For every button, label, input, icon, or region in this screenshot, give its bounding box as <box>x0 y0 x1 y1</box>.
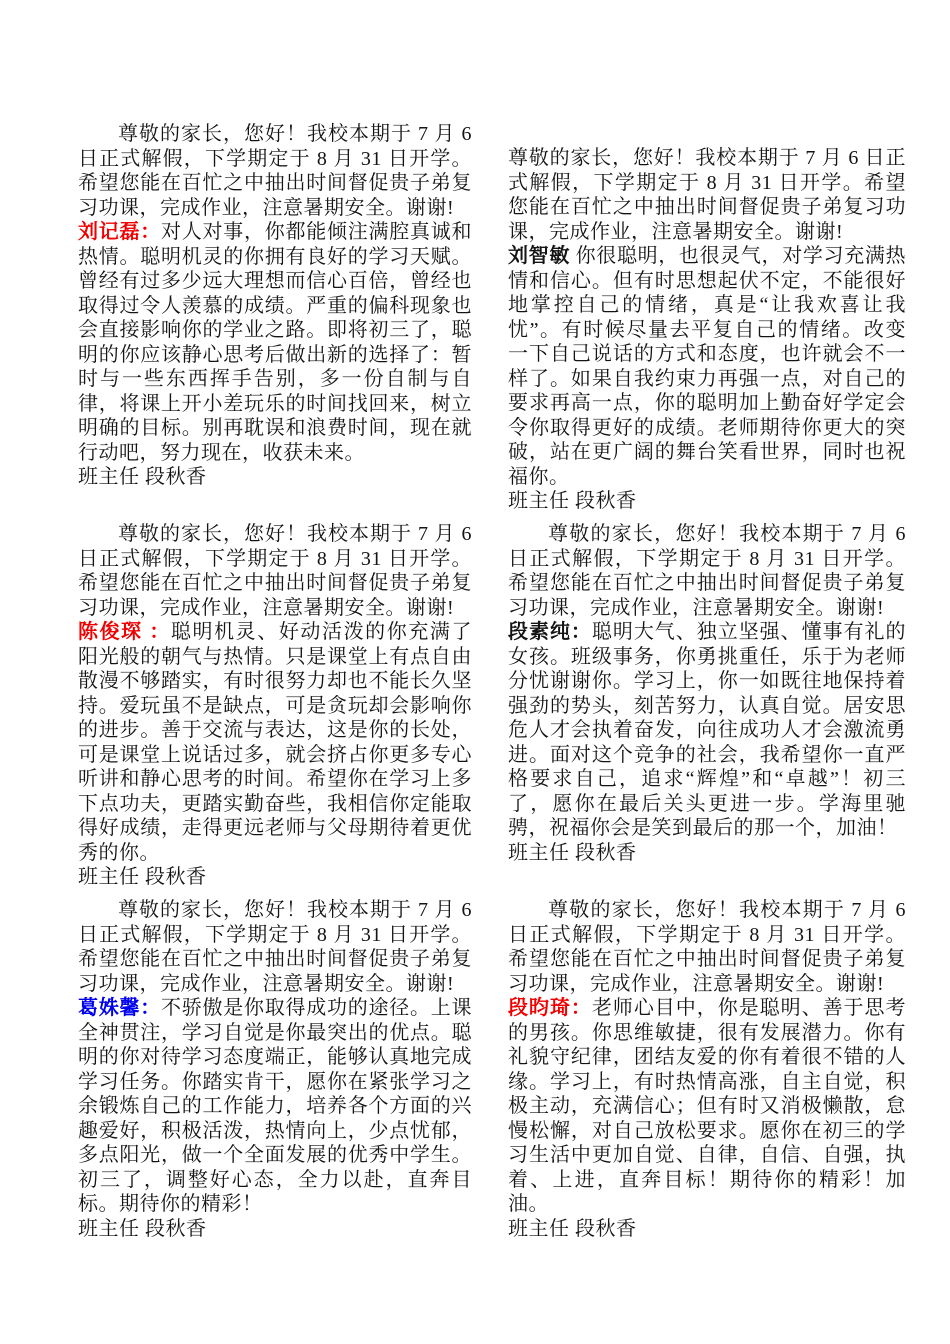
teacher-signature: 班主任 段秋香 <box>78 866 207 888</box>
student-name: 葛姝馨： <box>78 997 161 1019</box>
note-duan-yunqi <box>508 898 906 1241</box>
note-ge-shuxin <box>78 898 472 1241</box>
note-liu-jilei <box>78 122 472 490</box>
note-liu-zhimin <box>508 146 906 514</box>
comment-paragraph <box>78 996 472 1217</box>
teacher-signature: 班主任 段秋香 <box>508 490 637 512</box>
student-name: 段昀琦： <box>508 997 592 1019</box>
comment-text: 不骄傲是你取得成功的途径。上课全神贯注，学习自觉是你最突出的优点。聪明的你对待学习态度端正，能够认真地完成学习任务。你踏实肯干，愿你在紧张学习之余锻炼自己的工作能力，培养各个方面的兴趣爱好，积极活泼，热情向上，少点忧郁，多点阳光，做一个全面发展的优秀中学生。初三了，调整好心态，全力以赴，直奔目标。期待你的精彩！ <box>78 997 472 1215</box>
comment-paragraph <box>78 620 472 865</box>
comment-text: 老师心目中，你是聪明、善于思考的男孩。你思维敏捷，很有发展潜力。你有礼貌守纪律，团结友爱的你有着很不错的人缘。学习上，有时热情高涨，自主自觉，积极主动，充满信心；但有时又消极懒散，怠慢松懈，对自己放松要求。愿你在初三的学习生活中更加自觉、自律，自信、自强，执着、上进，直奔目标！期待你的精彩！加油。 <box>508 997 907 1215</box>
student-name: 陈俊琛 ： <box>78 621 171 643</box>
student-name: 段素纯： <box>508 621 592 643</box>
student-name: 刘记磊： <box>78 221 161 243</box>
student-name: 刘智敏 <box>508 245 576 267</box>
comment-text: 聪明大气、独立坚强、懂事有礼的女孩。班级事务，你勇挑重任，乐于为老师分忧谢谢你。学习上，你一如既往地保持着强劲的势头，刻苦努力，认真自觉。居安思危人才会执着奋发，向往成功人才会激流勇进。面对这个竞争的社会，我希望你一直严格要求自己，追求“辉煌”和“卓越”！初三了，愿你在最后关头更进一步。学海里驰骋，祝福你会是笑到最后的那一个，加油！ <box>508 621 907 839</box>
teacher-signature: 班主任 段秋香 <box>508 841 637 864</box>
comment-paragraph <box>508 996 906 1217</box>
comment-text: 对人对事，你都能倾注满腔真诚和热情。聪明机灵的你拥有良好的学习天赋。曾经有过多少远大理想而信心百倍，曾经也取得过令人羡慕的成绩。严重的偏科现象也会直接影响你的学业之路。即将初三了，聪明的你应该静心思考后做出新的选择了：暂时与一些东西挥手告别，多一份自制与自律，将课上开小差玩乐的时间找回来，树立明确的目标。别再耽误和浪费时间，现在就行动吧，努力现在，收获未来。 <box>78 221 472 464</box>
greeting-paragraph: 尊敬的家长，您好！我校本期于 7 月 6 日正式解假，下学期定于 8 月 31 日开学。希望您能在百忙之中抽出时间督促贵子弟复习功课，完成作业，注意暑期安全。谢谢! <box>508 899 906 995</box>
teacher-signature: 班主任 段秋香 <box>78 1217 207 1240</box>
greeting-paragraph: 尊敬的家长，您好！我校本期于 7 月 6 日正式解假，下学期定于 8 月 31 日开学。希望您能在百忙之中抽出时间督促贵子弟复习功课，完成作业，注意暑期安全。谢谢! <box>78 123 472 219</box>
greeting-paragraph: 尊敬的家长，您好！我校本期于 7 月 6 日正式解假，下学期定于 8 月 31 日开学。希望您能在百忙之中抽出时间督促贵子弟复习功课，完成作业，注意暑期安全。谢谢! <box>78 523 472 619</box>
greeting-paragraph: 尊敬的家长，您好！我校本期于 7 月 6 日正式解假，下学期定于 8 月 31 日开学。希望您能在百忙之中抽出时间督促贵子弟复习功课，完成作业，注意暑期安全。谢谢! <box>508 523 906 619</box>
note-chen-junchen <box>78 522 472 890</box>
comment-text: 你很聪明，也很灵气，对学习充满热情和信心。但有时思想起伏不定，不能很好地掌控自己的情绪，真是“让我欢喜让我忧”。有时候尽量去平复自己的情绪。改变一下自己说话的方式和态度，也许就会不一样了。如果自我约束力再强一点，对自己的要求再高一点，你的聪明加上勤奋好学定会令你取得更好的成绩。老师期待你更大的突破，站在更广阔的舞台笑看世界，同时也祝福你。 <box>508 245 907 488</box>
greeting-paragraph: 尊敬的家长，您好！我校本期于 7 月 6 日正式解假，下学期定于 8 月 31 日开学。希望您能在百忙之中抽出时间督促贵子弟复习功课，完成作业，注意暑期安全。谢谢! <box>78 899 472 995</box>
comment-paragraph <box>78 220 472 465</box>
greeting-paragraph: 尊敬的家长，您好！我校本期于 7 月 6 日正式解假，下学期定于 8 月 31 日开学。希望您能在百忙之中抽出时间督促贵子弟复习功课，完成作业，注意暑期安全。谢谢! <box>508 147 906 243</box>
teacher-signature: 班主任 段秋香 <box>78 466 207 488</box>
note-duan-suchun <box>508 522 906 865</box>
comment-text: 聪明机灵、好动活泼的你充满了阳光般的朝气与热情。只是课堂上有点自由散漫不够踏实，有时很努力却也不能长久坚持。爱玩虽不是缺点，可是贪玩却会影响你的进步。善于交流与表达，这是你的长处，可是课堂上说话过多，就会挤占你更多专心听讲和静心思考的时间。希望你在学习上多下点功夫，更踏实勤奋些，我相信你定能取得好成绩，走得更远老师与父母期待着更优秀的你。 <box>78 621 473 864</box>
comment-paragraph <box>508 620 906 841</box>
comment-paragraph <box>508 244 906 489</box>
teacher-signature: 班主任 段秋香 <box>508 1217 637 1240</box>
